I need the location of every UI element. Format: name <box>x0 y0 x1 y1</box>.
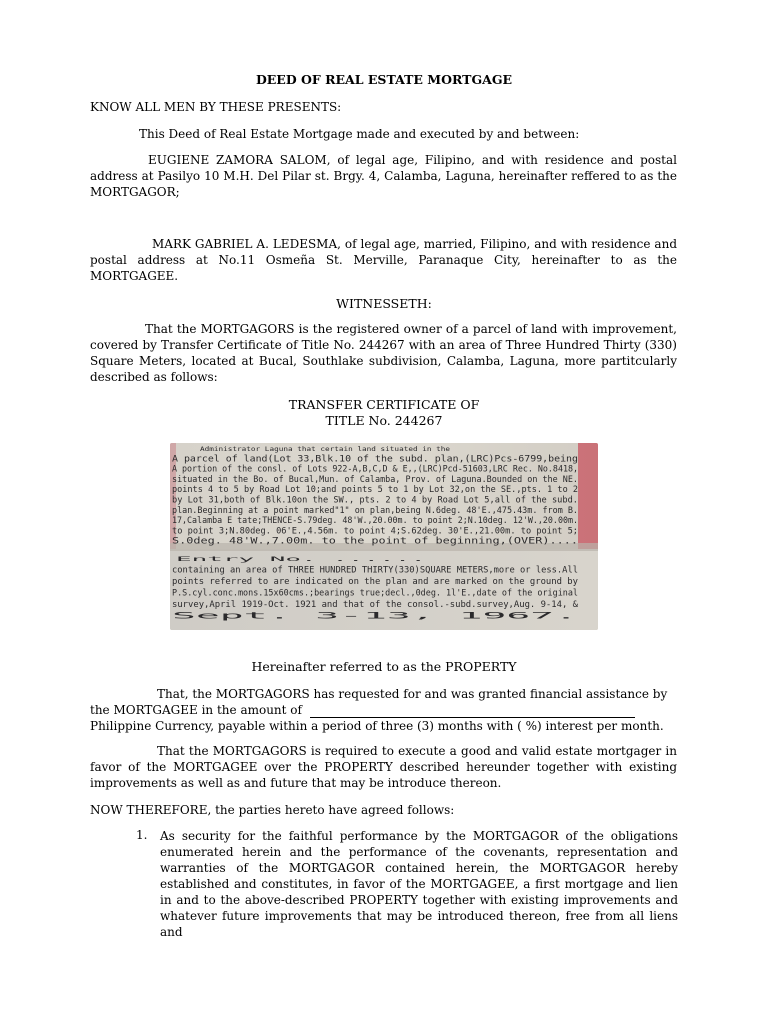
tct-heading-line-1: TRANSFER CERTIFICATE OF <box>288 397 480 412</box>
list-item-text: As security for the faithful performance by the MORTGAGOR of the obligations enumerated herein and the performance of the covenants, representation and warranties of the MORTGAGOR contained herein, the MORTGAGOR hereby established and constitutes, in favor of the MORTGAGEE, a first mortgage and lien in and to the above-described PROPERTY together with existing improvements and whatever future improvements that may be introduced thereon, free from all liens and <box>160 829 678 939</box>
tct-excerpt-line: points referred to are indicated on the plan and are marked on the ground by <box>172 576 578 586</box>
owner-paragraph: That the MORTGAGORS is the registered owner of a parcel of land with improvement, covered by Transfer Certificate of Title No. 244267 with an area of Three Hundred Thirty (330) Square Meters, located at Bucal, Southlake subdivision, Calamba, Laguna, more partitcularly described as follows: <box>90 322 677 384</box>
witnesseth-heading: WITNESSETH: <box>336 296 432 311</box>
tct-excerpt-line: to point 3;N.80deg. 06'E.,4.56m. to point 4;S.62deg. 30'E.,21.00m. to point 5; <box>172 525 578 536</box>
list-item-number: 1. <box>136 828 148 842</box>
financial-paragraph-line-2 <box>90 702 635 718</box>
mortgagee-paragraph: MARK GABRIEL A. LEDESMA, of legal age, married, Filipino, and with residence and postal address at No.11 Osmeña St. Merville, Paranaque City, hereinafter to as the MORTGAGEE. <box>90 237 677 283</box>
tct-excerpt-line: by Lot 31,both of Blk.10on the SW., pts. 2 to 4 by Road Lot 5,all of the subd. <box>172 494 578 505</box>
tct-scanned-excerpt-image <box>170 443 598 630</box>
tct-excerpt-line: S.0deg. 48'W.,7.00m. to the point of beginning,(OVER).... <box>172 535 578 546</box>
now-therefore-line: NOW THEREFORE, the parties hereto have agreed follows: <box>90 803 455 817</box>
required-paragraph: That the MORTGAGORS is required to execute a good and valid estate mortgager in favor of the MORTGAGEE over the PROPERTY described hereunder together with existing improvements as well as and future that may be introduce thereon. <box>90 744 677 790</box>
tct-excerpt-line: 17,Calamba E tate;THENCE-S.79deg. 48'W.,20.00m. to point 2;N.10deg. 12'W.,20.00m. <box>172 515 578 526</box>
tct-excerpt-line: A portion of the consl. of Lots 922-A,B,C,D & E,,(LRC)Pcd-51603,LRC Rec. No.8418, <box>172 463 578 474</box>
mortgagor-paragraph: EUGIENE ZAMORA SALOM, of legal age, Filipino, and with residence and postal address at Pasilyo 10 M.H. Del Pilar st. Brgy. 4, Calamba, Laguna, hereinafter reffered to as the MORTGAGOR; <box>90 153 677 199</box>
document-title: DEED OF REAL ESTATE MORTGAGE <box>255 72 513 87</box>
tct-excerpt-line: A parcel of land(Lot 33,Blk.10 of the subd. plan,(LRC)Pcs-6799,being <box>172 453 578 464</box>
tct-heading-line-2: TITLE No. 244267 <box>325 413 443 428</box>
hereinafter-line: Hereinafter referred to as the PROPERTY <box>251 659 517 674</box>
financial-paragraph-line-3: Philippine Currency, payable within a period of three (3) months with ( %) interest per month. <box>90 719 664 733</box>
tct-excerpt-line: Entry No. ...... <box>176 555 426 563</box>
tct-excerpt-line: P.S.cyl.conc.mons.15x60cms.;bearings true;decl.,0deg. 1l'E.,date of the original <box>172 587 578 598</box>
know-all-men-line: KNOW ALL MEN BY THESE PRESENTS: <box>90 100 342 114</box>
tct-excerpt-line: survey,April 1919-Oct. 1921 and that of the consol.-subd.survey,Aug. 9-14, & <box>172 599 578 609</box>
tct-excerpt-line: Administrator Laguna that certain land situated in the <box>200 445 451 453</box>
tct-excerpt-line: containing an area of THREE HUNDRED THIRTY(330)SQUARE METERS,more or less.All <box>172 564 578 575</box>
tct-excerpt-line: situated in the Bo. of Bucal,Mun. of Calamba, Prov. of Laguna.Bounded on the NE. <box>172 473 578 484</box>
amount-blank-line <box>310 705 635 718</box>
tct-excerpt-line: Sept. 3-13, 1967. <box>172 610 578 621</box>
financial-paragraph-line-1: That, the MORTGAGORS has requested for and was granted financial assistance by <box>157 687 668 701</box>
financial-amount-label: the MORTGAGEE in the amount of <box>90 703 302 717</box>
tct-excerpt-line: plan.Beginning at a point marked"1" on plan,being N.6deg. 48'E.,475.43m. from B. <box>172 504 578 515</box>
intro-paragraph: This Deed of Real Estate Mortgage made and executed by and between: <box>139 127 580 141</box>
tct-excerpt-line: points 4 to 5 by Road Lot 10;and points 5 to 1 by Lot 32,on the SE.,pts. 1 to 2 <box>172 484 578 495</box>
